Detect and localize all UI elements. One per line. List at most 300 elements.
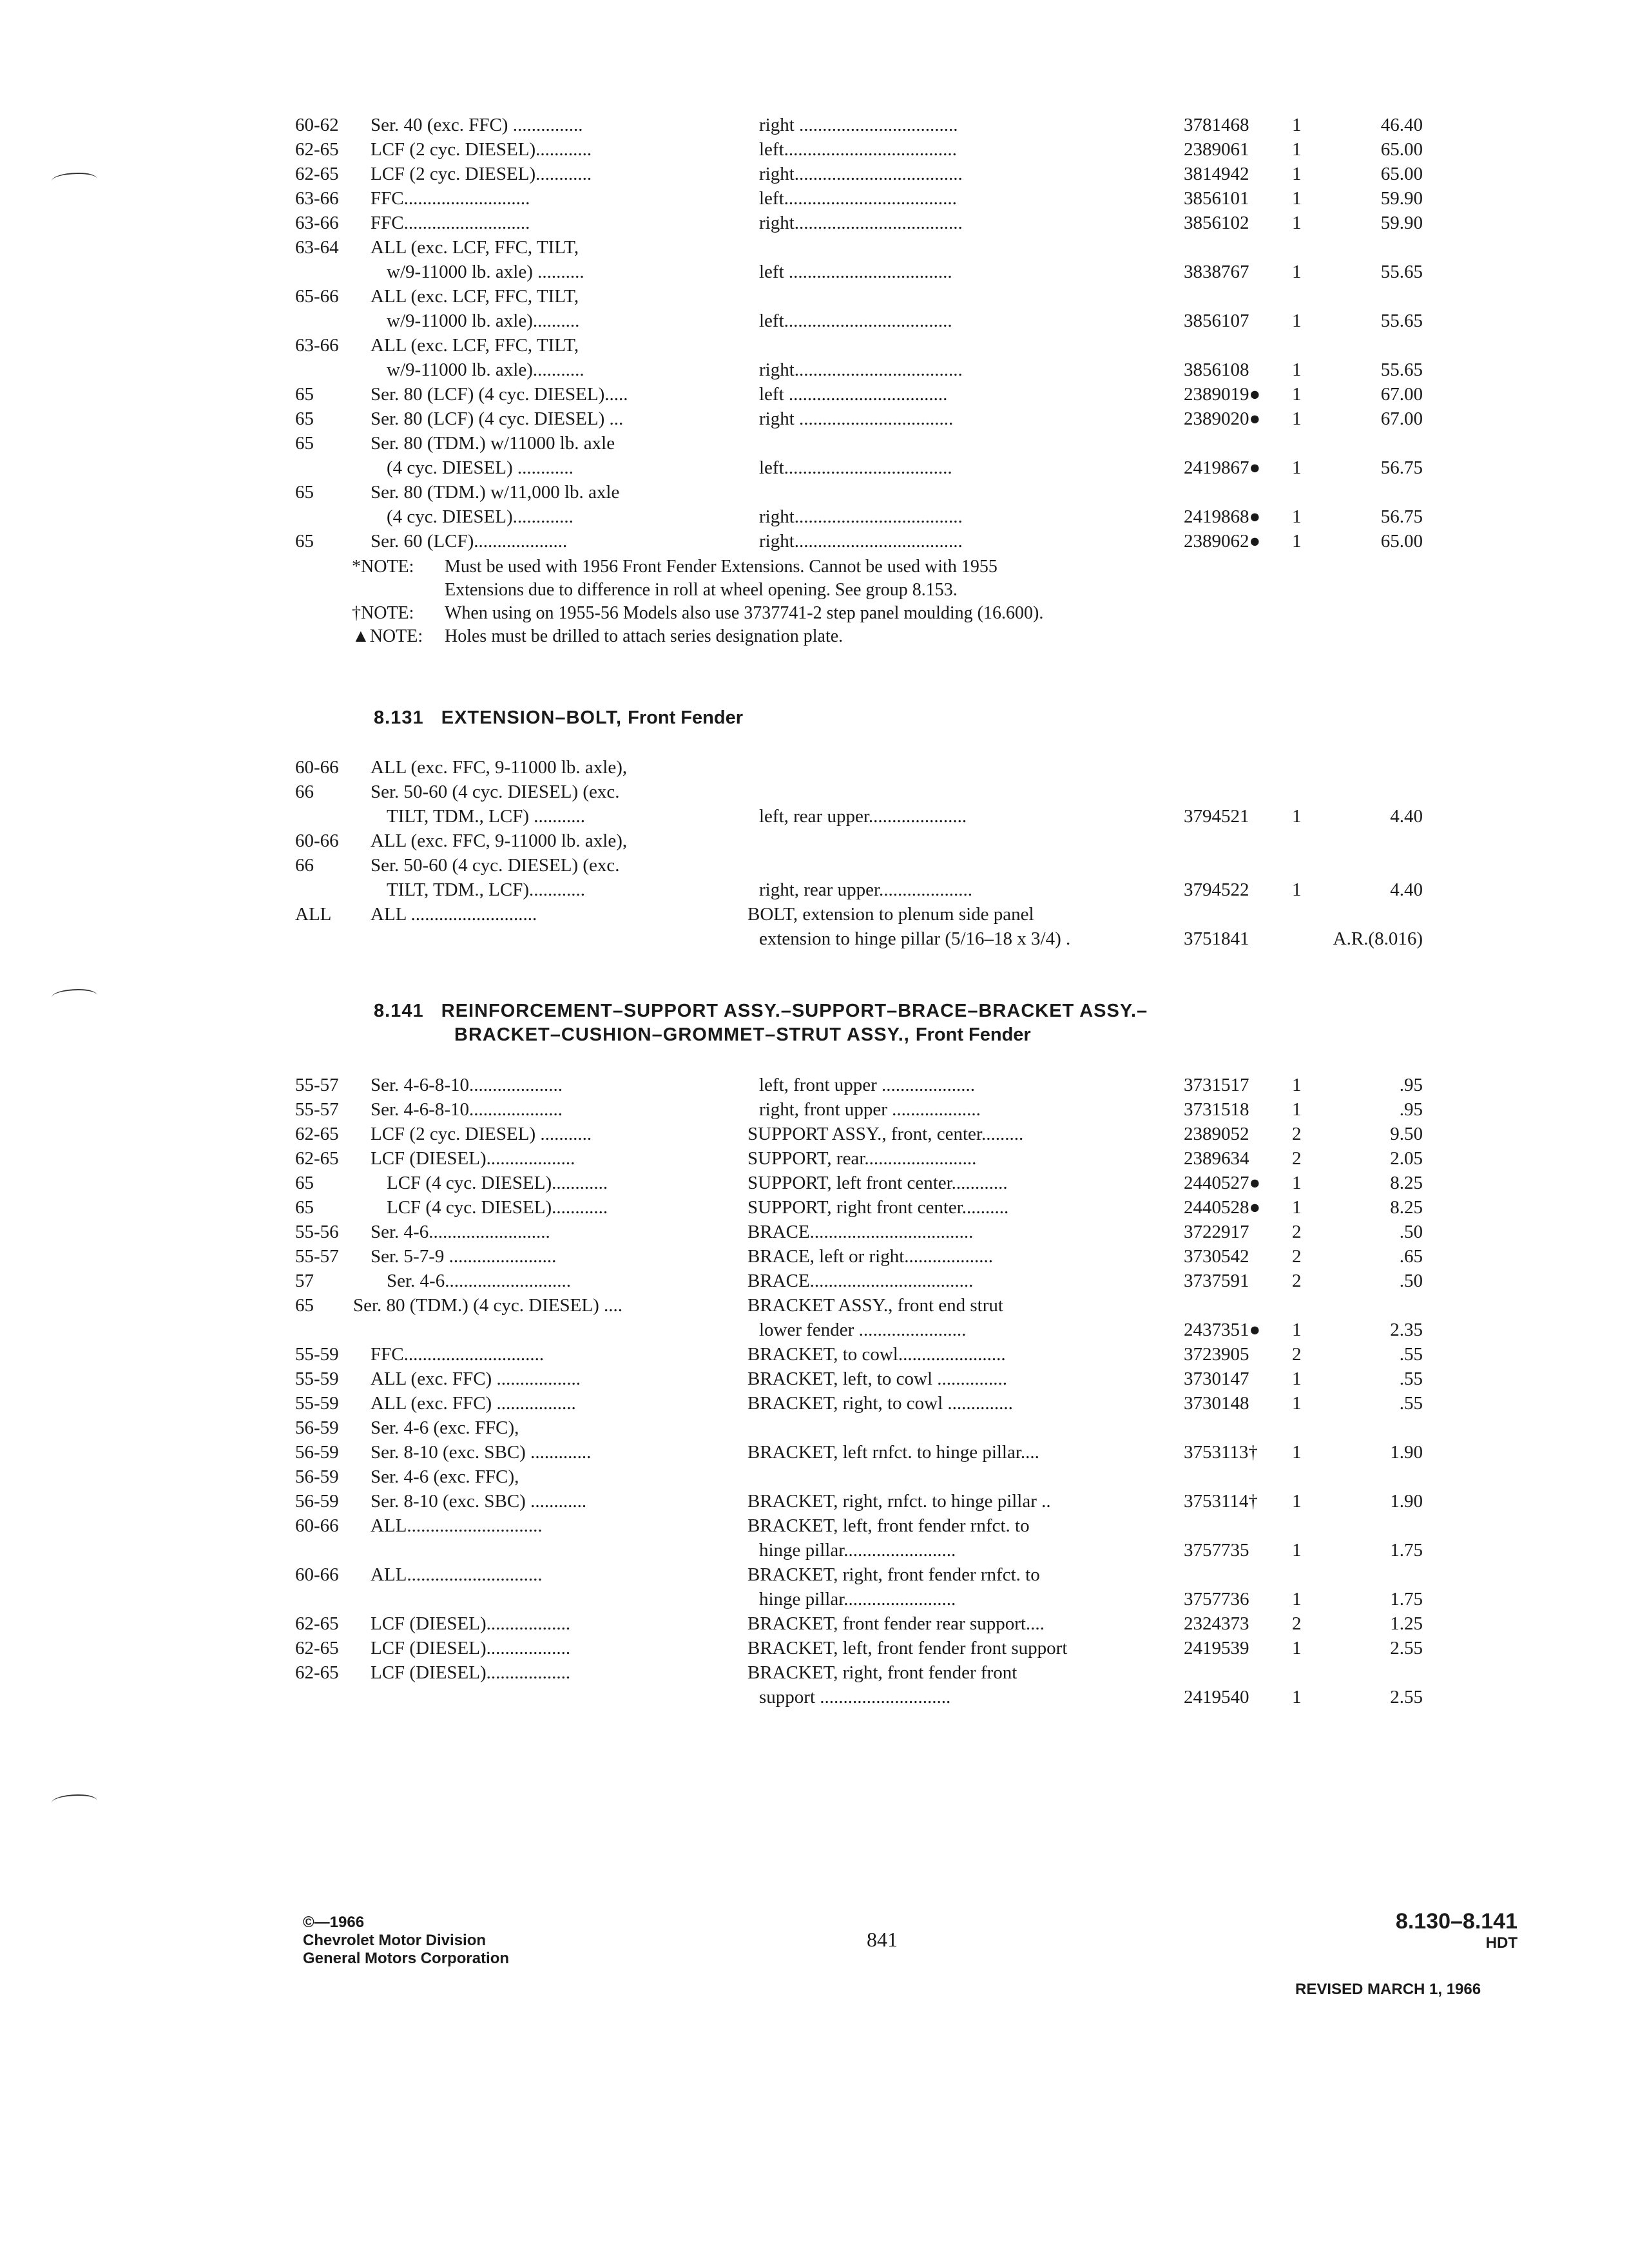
model-application: (4 cyc. DIESEL)............. [387,506,574,527]
price: 67.00 [1380,384,1423,405]
part-description: right.................................... [759,164,963,184]
quantity: 1 [1292,188,1302,209]
model-year: 60-66 [295,831,339,851]
price: 4.40 [1390,879,1423,900]
model-year: 55-56 [295,1222,339,1242]
part-number: 3723905 [1184,1344,1249,1365]
model-application: FFC........................... [371,188,530,209]
part-number: 3856102 [1184,213,1249,233]
table-row [0,407,1629,431]
model-year: 60-62 [295,115,339,135]
table-row [0,853,1629,878]
part-description: BOLT, extension to plenum side panel [747,904,1034,925]
part-number: 3731518 [1184,1099,1249,1120]
model-year: 55-57 [295,1099,339,1120]
part-description: support ............................ [759,1687,951,1707]
note-label: *NOTE: [352,557,414,577]
model-year: 62-65 [295,1613,339,1634]
quantity: 1 [1292,1075,1302,1095]
model-application: Ser. 60 (LCF).................... [371,531,568,552]
model-year: 63-66 [295,188,339,209]
section-number: 8.131 [374,707,424,728]
note-text: Extensions due to difference in roll at wheel opening. See group 8.153. [445,580,958,600]
model-year: 65 [295,1197,314,1218]
table-row [0,211,1629,235]
model-application: ALL (exc. FFC, 9-11000 lb. axle), [371,757,628,778]
part-description: left, rear upper..................... [759,806,967,827]
table-row [0,1416,1629,1440]
model-application: ALL (exc. LCF, FFC, TILT, [371,335,579,356]
model-application: w/9-11000 lb. axle)........... [387,360,584,380]
table-row [0,480,1629,505]
table-row [0,1244,1629,1269]
note-text: Holes must be drilled to attach series designation plate. [445,626,843,646]
model-year: 55-57 [295,1246,339,1267]
model-application: TILT, TDM., LCF)............ [387,879,585,900]
price: 1.75 [1390,1589,1423,1610]
model-application: Ser. 4-6........................... [387,1271,571,1291]
table-row [0,804,1629,829]
part-number: 3814942 [1184,164,1249,184]
price: 8.25 [1390,1173,1423,1193]
quantity: 1 [1292,139,1302,160]
model-application: Ser. 40 (exc. FFC) ............... [371,115,583,135]
section-title: EXTENSION–BOLT, [441,707,622,728]
model-year: 55-57 [295,1075,339,1095]
margin-mark [52,1794,97,1809]
model-application: w/9-11000 lb. axle) .......... [387,262,584,282]
table-row [0,505,1629,529]
part-number: 2419539 [1184,1638,1249,1658]
notes-block [0,555,1629,648]
table-row [0,1636,1629,1660]
price: 55.65 [1380,262,1423,282]
model-application: Ser. 4-6-8-10.................... [371,1099,563,1120]
model-year: 63-64 [295,237,339,258]
quantity: 1 [1292,164,1302,184]
model-application: Ser. 80 (LCF) (4 cyc. DIESEL)..... [371,384,628,405]
model-application: Ser. 4-6 (exc. FFC), [371,1418,519,1438]
part-description: BRACKET, to cowl....................... [747,1344,1006,1365]
part-number: 3757736 [1184,1589,1249,1610]
price: 56.75 [1380,457,1423,478]
part-number: 2389061 [1184,139,1249,160]
section-subtitle: Front Fender [915,1024,1031,1045]
table-row [0,1269,1629,1293]
quantity: 2 [1292,1124,1302,1144]
model-year: 65 [295,433,314,454]
price: 2.55 [1390,1638,1423,1658]
model-application: ALL (exc. FFC) .................. [371,1369,581,1389]
part-number: 3781468 [1184,115,1249,135]
table-row [0,1122,1629,1146]
section-heading-8131 [374,707,743,729]
part-number: 3794522 [1184,879,1249,900]
price: 46.40 [1380,115,1423,135]
part-description: hinge pillar........................ [759,1589,956,1610]
price: 67.00 [1380,408,1423,429]
part-description: left, front upper .................... [759,1075,976,1095]
note-text: Must be used with 1956 Front Fender Extensions. Cannot be used with 1955 [445,557,998,577]
model-application: w/9-11000 lb. axle).......... [387,311,580,331]
table-row [0,529,1629,553]
price: 1.75 [1390,1540,1423,1561]
model-application: ALL (exc. LCF, FFC, TILT, [371,286,579,307]
price: 65.00 [1380,531,1423,552]
quantity: 1 [1292,1589,1302,1610]
part-description: SUPPORT, rear........................ [747,1148,977,1169]
revised-date: REVISED MARCH 1, 1966 [1295,1981,1481,1998]
model-application: Ser. 4-6 (exc. FFC), [371,1466,519,1487]
part-number: 2324373 [1184,1613,1249,1634]
price: .55 [1399,1369,1423,1389]
table-row [0,382,1629,407]
quantity: 1 [1292,262,1302,282]
section-subtitle: Front Fender [628,707,743,728]
part-number: 2440528● [1184,1197,1261,1218]
model-year: 60-66 [295,1515,339,1536]
price: .50 [1399,1222,1423,1242]
price: .65 [1399,1246,1423,1267]
table-row [0,162,1629,186]
quantity: 1 [1292,1491,1302,1512]
part-description: left..................................... [759,139,957,160]
table-row [0,927,1629,951]
part-number: 3838767 [1184,262,1249,282]
section-title-line2: BRACKET–CUSHION–GROMMET–STRUT ASSY., [454,1024,910,1045]
part-number: 3856101 [1184,188,1249,209]
table-row [0,137,1629,162]
part-number: 3730147 [1184,1369,1249,1389]
model-application: ALL............................. [371,1515,543,1536]
price: 2.35 [1390,1320,1423,1340]
table-row [0,113,1629,137]
table-row [0,829,1629,853]
quantity: 1 [1292,1393,1302,1414]
model-year: 60-66 [295,757,339,778]
price: 55.65 [1380,360,1423,380]
note-line [0,602,1629,625]
part-description: BRACKET, left, to cowl ............... [747,1369,1008,1389]
table-row [0,755,1629,780]
quantity: 2 [1292,1613,1302,1634]
parts-table-8141 [0,1073,1629,1709]
part-description: right.................................... [759,213,963,233]
model-year: 62-65 [295,164,339,184]
price: .55 [1399,1393,1423,1414]
table-row [0,1489,1629,1514]
model-application: (4 cyc. DIESEL) ............ [387,457,574,478]
part-description: BRACKET ASSY., front end strut [747,1295,1003,1316]
model-application: Ser. 80 (TDM.) (4 cyc. DIESEL) .... [353,1295,622,1316]
part-description: BRACKET, left, front fender front support [747,1638,1068,1658]
price: 9.50 [1390,1124,1423,1144]
quantity: 1 [1292,457,1302,478]
part-description: right.................................... [759,360,963,380]
quantity: 1 [1292,879,1302,900]
part-description: BRACE................................... [747,1222,974,1242]
table-row [0,1318,1629,1342]
model-year: 60-66 [295,1564,339,1585]
part-number: 2389019● [1184,384,1261,405]
division: Chevrolet Motor Division [303,1932,487,1949]
price: 1.90 [1390,1442,1423,1463]
price: 59.90 [1380,213,1423,233]
part-number: 3737591 [1184,1271,1249,1291]
price: 65.00 [1380,139,1423,160]
table-row [0,1097,1629,1122]
table-row [0,1171,1629,1195]
part-number: 2437351● [1184,1320,1261,1340]
part-number: 3751841 [1184,928,1249,949]
section-number: 8.141 [374,1001,424,1021]
quantity: 1 [1292,408,1302,429]
table-row [0,333,1629,358]
note-line [0,555,1629,579]
model-year: ALL [295,904,332,925]
part-description: BRACKET, front fender rear support.... [747,1613,1045,1634]
model-year: 65 [295,531,314,552]
quantity: 2 [1292,1222,1302,1242]
price: 1.25 [1390,1613,1423,1634]
margin-mark [52,989,97,1003]
model-application: Ser. 80 (TDM.) w/11000 lb. axle [371,433,615,454]
table-row [0,1587,1629,1611]
part-number: 3757735 [1184,1540,1249,1561]
part-description: BRACE, left or right................... [747,1246,994,1267]
model-application: Ser. 8-10 (exc. SBC) ............ [371,1491,587,1512]
quantity: 1 [1292,531,1302,552]
model-year: 66 [295,855,314,876]
table-row [0,1073,1629,1097]
corporation: General Motors Corporation [303,1950,510,1967]
part-number: 3794521 [1184,806,1249,827]
part-description: right, rear upper.................... [759,879,973,900]
part-description: left.................................... [759,457,952,478]
part-number: 2419868● [1184,506,1261,527]
model-year: 63-66 [295,335,339,356]
model-year: 65 [295,482,314,503]
table-row [0,1293,1629,1318]
price: 56.75 [1380,506,1423,527]
model-application: Ser. 8-10 (exc. SBC) ............. [371,1442,592,1463]
table-row [0,1465,1629,1489]
quantity: 1 [1292,384,1302,405]
part-description: left..................................... [759,188,957,209]
quantity: 1 [1292,1099,1302,1120]
model-application: Ser. 50-60 (4 cyc. DIESEL) (exc. [371,855,620,876]
model-application: FFC.............................. [371,1344,545,1365]
part-description: BRACKET, left, front fender rnfct. to [747,1515,1030,1536]
price: 55.65 [1380,311,1423,331]
part-number: 2440527● [1184,1173,1261,1193]
quantity: 2 [1292,1148,1302,1169]
section-heading-8141-line2 [454,1024,1031,1046]
quantity: 1 [1292,1369,1302,1389]
model-application: Ser. 50-60 (4 cyc. DIESEL) (exc. [371,782,620,802]
model-application: LCF (4 cyc. DIESEL)............ [387,1173,608,1193]
model-application: Ser. 5-7-9 ....................... [371,1246,557,1267]
model-year: 56-59 [295,1466,339,1487]
table-row [0,1146,1629,1171]
quantity: 1 [1292,1638,1302,1658]
model-year: 65-66 [295,286,339,307]
note-line [0,625,1629,648]
table-row [0,456,1629,480]
quantity: 1 [1292,806,1302,827]
part-description: lower fender ....................... [759,1320,967,1340]
model-application: ALL............................. [371,1564,543,1585]
table-row [0,309,1629,333]
model-year: 55-59 [295,1344,339,1365]
table-row [0,1342,1629,1367]
note-text: When using on 1955-56 Models also use 3737741-2 step panel moulding (16.600). [445,603,1044,623]
quantity: 1 [1292,506,1302,527]
model-year: 65 [295,1173,314,1193]
footer-publisher [303,1914,509,1968]
page-number: 841 [867,1928,898,1951]
quantity: 2 [1292,1271,1302,1291]
part-description: BRACKET, right, front fender front [747,1662,1017,1683]
note-line [0,579,1629,602]
price: 2.55 [1390,1687,1423,1707]
parts-table-8131 [0,755,1629,951]
part-description: BRACKET, right, front fender rnfct. to [747,1564,1040,1585]
model-year: 62-65 [295,1148,339,1169]
part-description: SUPPORT, right front center.......... [747,1197,1009,1218]
model-year: 62-65 [295,139,339,160]
model-year: 65 [295,1295,314,1316]
model-year: 62-65 [295,1638,339,1658]
part-description: SUPPORT ASSY., front, center......... [747,1124,1024,1144]
price: .95 [1399,1075,1423,1095]
model-year: 62-65 [295,1124,339,1144]
quantity: 1 [1292,360,1302,380]
table-row [0,1685,1629,1709]
table-row [0,260,1629,284]
model-year: 65 [295,408,314,429]
model-application: LCF (DIESEL)................... [371,1148,575,1169]
price: 8.25 [1390,1197,1423,1218]
price: .50 [1399,1271,1423,1291]
table-row [0,1195,1629,1220]
part-number: 3730148 [1184,1393,1249,1414]
part-description: left.................................... [759,311,952,331]
part-number: 3753113† [1184,1442,1258,1463]
model-application: TILT, TDM., LCF) ........... [387,806,585,827]
quantity: 1 [1292,213,1302,233]
quantity: 1 [1292,1320,1302,1340]
table-row [0,1367,1629,1391]
model-application: Ser. 80 (TDM.) w/11,000 lb. axle [371,482,620,503]
model-application: LCF (4 cyc. DIESEL)............ [387,1197,608,1218]
part-number: 2419867● [1184,457,1261,478]
part-description: right.................................... [759,506,963,527]
table-row [0,1440,1629,1465]
part-description: left ................................... [759,262,952,282]
model-year: 65 [295,384,314,405]
part-number: 3730542 [1184,1246,1249,1267]
part-number: 3731517 [1184,1075,1249,1095]
part-number: 3722917 [1184,1222,1249,1242]
quantity: 1 [1292,311,1302,331]
part-number: 3856107 [1184,311,1249,331]
model-year: 56-59 [295,1442,339,1463]
table-row [0,358,1629,382]
part-description: right .................................. [759,115,958,135]
model-application: FFC........................... [371,213,530,233]
part-description: hinge pillar........................ [759,1540,956,1561]
part-number: 2389062● [1184,531,1261,552]
part-description: extension to hinge pillar (5/16–18 x 3/4) . [759,928,1071,949]
part-description: right ................................. [759,408,954,429]
model-application: Ser. 4-6.......................... [371,1222,550,1242]
model-application: ALL ........................... [371,904,537,925]
table-row [0,284,1629,309]
table-row [0,186,1629,211]
model-year: 56-59 [295,1491,339,1512]
price: .55 [1399,1344,1423,1365]
price: A.R.(8.016) [1333,928,1423,949]
model-application: LCF (2 cyc. DIESEL)............ [371,139,592,160]
model-year: 55-59 [295,1369,339,1389]
section-range: 8.130–8.141 [1395,1909,1518,1934]
table-row [0,431,1629,456]
part-description: BRACKET, right, rnfct. to hinge pillar .. [747,1491,1051,1512]
model-year: 56-59 [295,1418,339,1438]
quantity: 1 [1292,1540,1302,1561]
table-row [0,902,1629,927]
model-application: LCF (2 cyc. DIESEL) ........... [371,1124,592,1144]
part-description: right.................................... [759,531,963,552]
series-code: HDT [1485,1934,1518,1952]
parts-table-8130 [0,113,1629,553]
price: 59.90 [1380,188,1423,209]
part-description: left .................................. [759,384,948,405]
table-row [0,1220,1629,1244]
model-year: 62-65 [295,1662,339,1683]
table-row [0,1514,1629,1538]
table-row [0,235,1629,260]
part-number: 2389020● [1184,408,1261,429]
price: 65.00 [1380,164,1423,184]
model-application: LCF (DIESEL).................. [371,1638,571,1658]
quantity: 1 [1292,1687,1302,1707]
table-row [0,1538,1629,1562]
table-row [0,1391,1629,1416]
model-year: 57 [295,1271,314,1291]
model-application: Ser. 80 (LCF) (4 cyc. DIESEL) ... [371,408,624,429]
price: .95 [1399,1099,1423,1120]
part-number: 2389052 [1184,1124,1249,1144]
section-title: REINFORCEMENT–SUPPORT ASSY.–SUPPORT–BRACE–BRACKET ASSY.– [441,1001,1148,1021]
part-number: 3753114† [1184,1491,1258,1512]
table-row [0,1611,1629,1636]
quantity: 2 [1292,1344,1302,1365]
quantity: 1 [1292,1442,1302,1463]
part-description: BRACKET, left rnfct. to hinge pillar.... [747,1442,1039,1463]
part-number: 2419540 [1184,1687,1249,1707]
model-year: 66 [295,782,314,802]
model-application: LCF (DIESEL).................. [371,1662,571,1683]
model-year: 63-66 [295,213,339,233]
section-heading-8141 [374,1001,1148,1022]
quantity: 1 [1292,1173,1302,1193]
price: 2.05 [1390,1148,1423,1169]
part-description: SUPPORT, left front center............ [747,1173,1008,1193]
quantity: 1 [1292,115,1302,135]
table-row [0,780,1629,804]
